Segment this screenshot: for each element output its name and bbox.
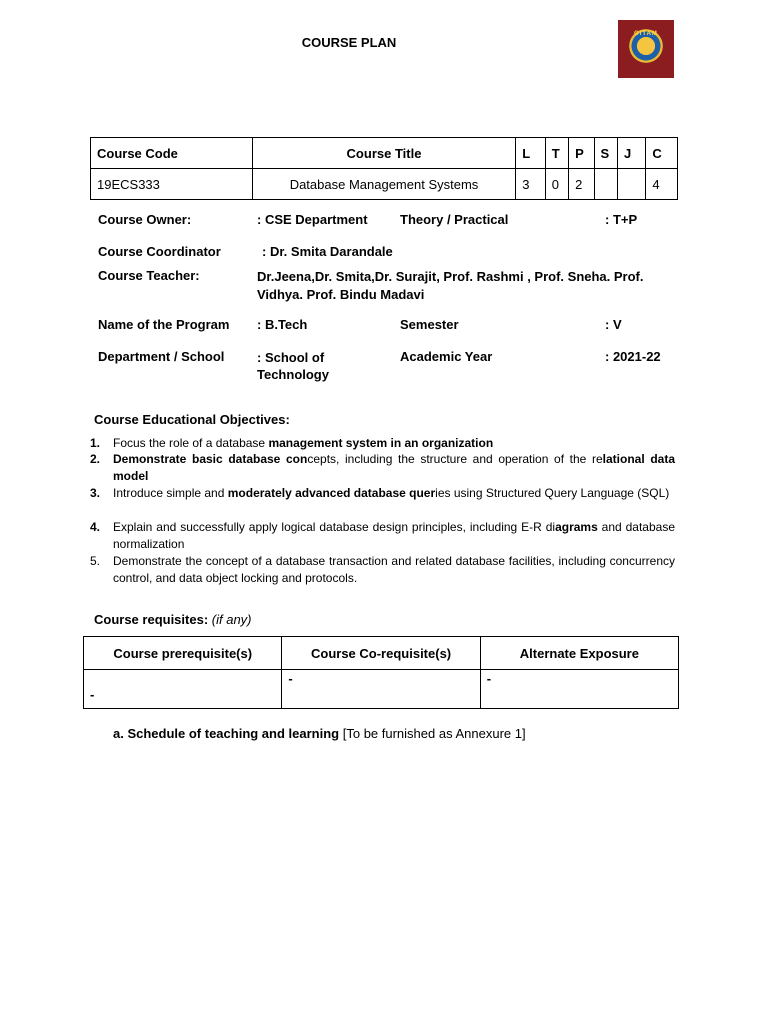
objective-text: Demonstrate basic database concepts, including the structure and operation of the relational data model: [113, 452, 675, 483]
course-owner-value: : CSE Department: [257, 212, 368, 227]
course-code-table: [90, 137, 678, 200]
l-value: 3: [516, 169, 546, 200]
course-coordinator-value: : Dr. Smita Darandale: [262, 244, 393, 259]
objective-number: 4.: [90, 520, 101, 534]
schedule-line: [113, 726, 526, 741]
program-value: : B.Tech: [257, 317, 308, 332]
course-code-value: 19ECS333: [91, 169, 253, 200]
objective-number: 3.: [90, 486, 101, 500]
program-label: Name of the Program: [98, 317, 230, 332]
theory-practical-label: Theory / Practical: [400, 212, 509, 227]
header-j: J: [617, 138, 645, 169]
header-s: S: [594, 138, 617, 169]
header-t: T: [545, 138, 568, 169]
page-title: COURSE PLAN: [301, 35, 397, 50]
department-value: : School of Technology: [257, 350, 329, 382]
course-teacher-value: Dr.Jeena,Dr. Smita,Dr. Surajit, Prof. Rashmi , Prof. Sneha. Prof. Vidhya. Prof. Bindu Madavi: [257, 269, 644, 302]
schedule-label: a. Schedule of teaching and learning: [113, 726, 340, 741]
p-value: 2: [569, 169, 594, 200]
course-owner-label: Course Owner:: [98, 212, 192, 227]
requisites-row: [84, 670, 679, 709]
requisites-heading-label: Course requisites:: [94, 612, 209, 627]
header-p: P: [569, 138, 594, 169]
header-alternate-exposure: Alternate Exposure: [480, 637, 678, 670]
header-prerequisite: Course prerequisite(s): [84, 637, 282, 670]
schedule-note: [To be furnished as Annexure 1]: [342, 726, 526, 741]
objective-number: 5.: [90, 554, 101, 568]
objective-item: [90, 519, 675, 553]
alternate-exposure-value: -: [480, 670, 678, 709]
objective-text: Introduce simple and moderately advanced database queries using Structured Query Language (SQL): [113, 486, 670, 500]
objective-item: [90, 435, 675, 452]
academic-year-value: : 2021-22: [605, 349, 661, 364]
c-value: 4: [646, 169, 678, 200]
requisites-table: [83, 636, 679, 709]
logo-text: GITAM: [634, 31, 658, 37]
objective-number: 1.: [90, 436, 101, 450]
objective-item: [90, 451, 675, 485]
objective-text: Demonstrate the concept of a database transaction and related database facilities, including concurrency control, and data object locking and protocols.: [113, 554, 675, 585]
course-table-header-row: [91, 138, 678, 169]
requisites-header-row: [84, 637, 679, 670]
j-value: [617, 169, 645, 200]
header-corequisite: Course Co-requisite(s): [282, 637, 480, 670]
course-title-value: Database Management Systems: [252, 169, 515, 200]
objective-number: 2.: [90, 452, 101, 466]
university-logo-icon: [618, 20, 674, 78]
objective-text: Explain and successfully apply logical database design principles, including E-R diagrams and database normalization: [113, 520, 675, 551]
objective-item: [90, 553, 675, 587]
course-table-row: [91, 169, 678, 200]
prerequisite-value: -: [84, 670, 282, 709]
semester-label: Semester: [400, 317, 459, 332]
s-value: [594, 169, 617, 200]
department-label: Department / School: [98, 349, 225, 364]
objective-text: Focus the role of a database management system in an organization: [113, 436, 494, 450]
objective-item: [90, 485, 675, 502]
course-coordinator-label: Course Coordinator: [98, 244, 221, 259]
academic-year-label: Academic Year: [400, 349, 493, 364]
objectives-heading: Course Educational Objectives:: [94, 412, 290, 427]
t-value: 0: [545, 169, 568, 200]
header-course-code: Course Code: [91, 138, 253, 169]
corequisite-value: -: [282, 670, 480, 709]
theory-practical-value: : T+P: [605, 212, 638, 227]
requisites-heading: [94, 612, 252, 627]
course-teacher-label: Course Teacher:: [98, 268, 200, 283]
semester-value: : V: [605, 317, 622, 332]
requisites-heading-note: (if any): [211, 612, 252, 627]
header-l: L: [516, 138, 546, 169]
header-c: C: [646, 138, 678, 169]
header-course-title: Course Title: [252, 138, 515, 169]
